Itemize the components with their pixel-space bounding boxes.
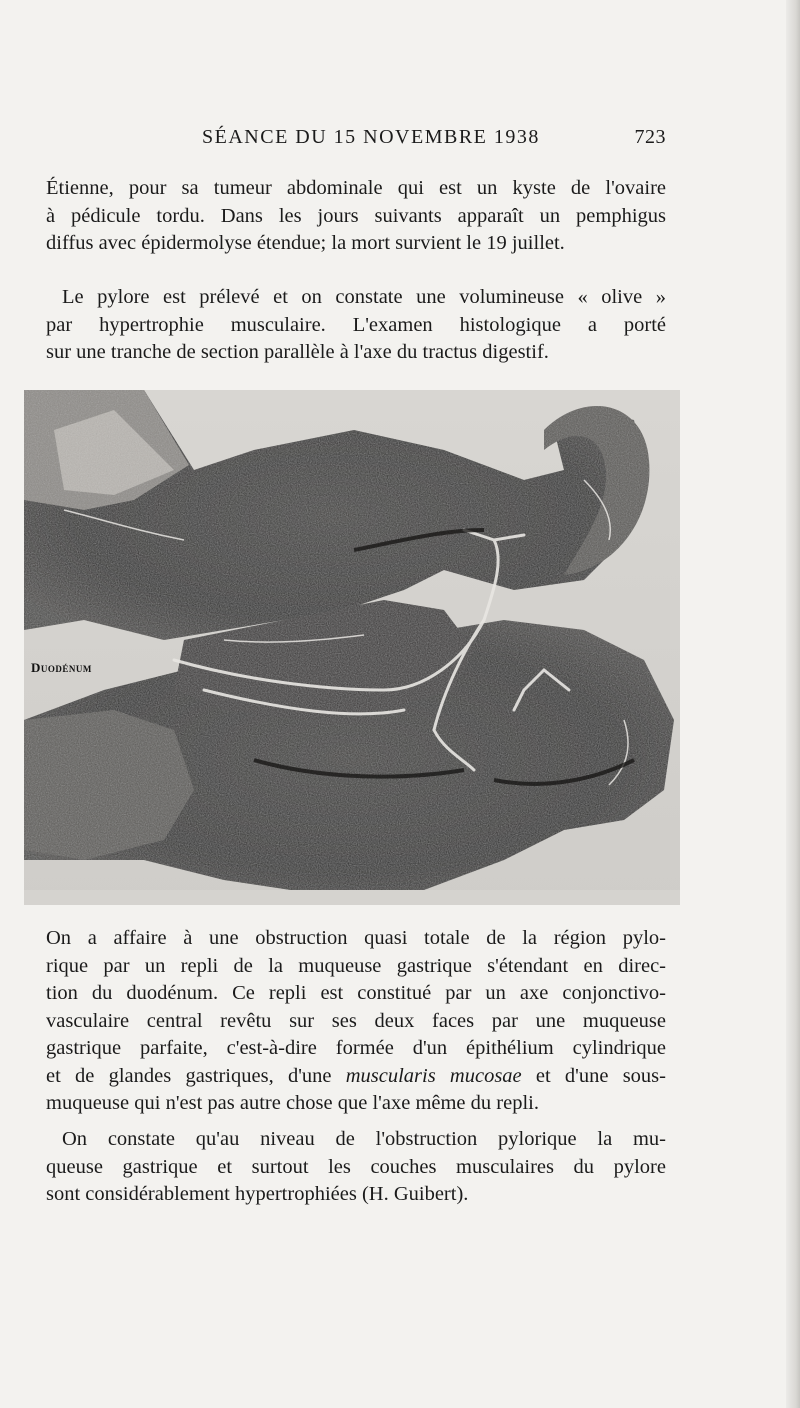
micrograph-image <box>24 390 680 905</box>
text-segment: et de glandes gastriques, d'une <box>46 1064 346 1087</box>
paragraph-1 <box>46 175 666 258</box>
text-line: vasculaire central revêtu sur ses deux faces par une muqueuse <box>46 1009 666 1032</box>
text-line: diffus avec épidermolyse étendue; la mort survient le 19 juillet. <box>46 232 565 254</box>
text-line: sont considérablement hypertrophiées (H. Guibert). <box>46 1183 469 1205</box>
paragraph-3 <box>46 925 666 1118</box>
text-line: à pédicule tordu. Dans les jours suivants apparaît un pemphigus <box>46 204 666 227</box>
text-line: On constate qu'au niveau de l'obstruction pylorique la mu- <box>62 1128 666 1150</box>
text-line: Le pylore est prélevé et on constate une volumineuse « olive » <box>62 286 666 308</box>
text-line: On a affaire à une obstruction quasi totale de la région pylo- <box>46 927 666 949</box>
text-line: sur une tranche de section parallèle à l'axe du tractus digestif. <box>46 341 549 363</box>
text-line-mixed <box>46 1063 666 1091</box>
text-line: rique par un repli de la muqueuse gastrique s'étendant en direc- <box>46 954 666 977</box>
italic-term: muscularis mucosae <box>345 1064 522 1087</box>
running-header <box>46 126 666 156</box>
paragraph-4 <box>46 1126 666 1209</box>
text-line: queuse gastrique et surtout les couches musculaires du pylore <box>46 1155 666 1178</box>
running-header-title: SÉANCE DU 15 NOVEMBRE 1938 <box>202 126 540 148</box>
page-number: 723 <box>634 126 666 148</box>
paragraph-2 <box>46 284 666 367</box>
histology-micrograph <box>24 390 680 905</box>
text-line: muqueuse qui n'est pas autre chose que l'axe même du repli. <box>46 1092 539 1114</box>
page-gutter-shadow <box>786 0 800 1408</box>
text-line: Étienne, pour sa tumeur abdominale qui est un kyste de l'ovaire <box>46 177 666 199</box>
text-line: gastrique parfaite, c'est-à-dire formée d'un épithélium cylindrique <box>46 1037 666 1059</box>
text-line: par hypertrophie musculaire. L'examen histologique a porté <box>46 313 666 336</box>
text-segment: et d'une sous- <box>521 1064 666 1087</box>
figure-label-duodenum: Duodénum <box>31 660 92 675</box>
text-line: tion du duodénum. Ce repli est constitué par un axe conjonctivo- <box>46 982 666 1004</box>
